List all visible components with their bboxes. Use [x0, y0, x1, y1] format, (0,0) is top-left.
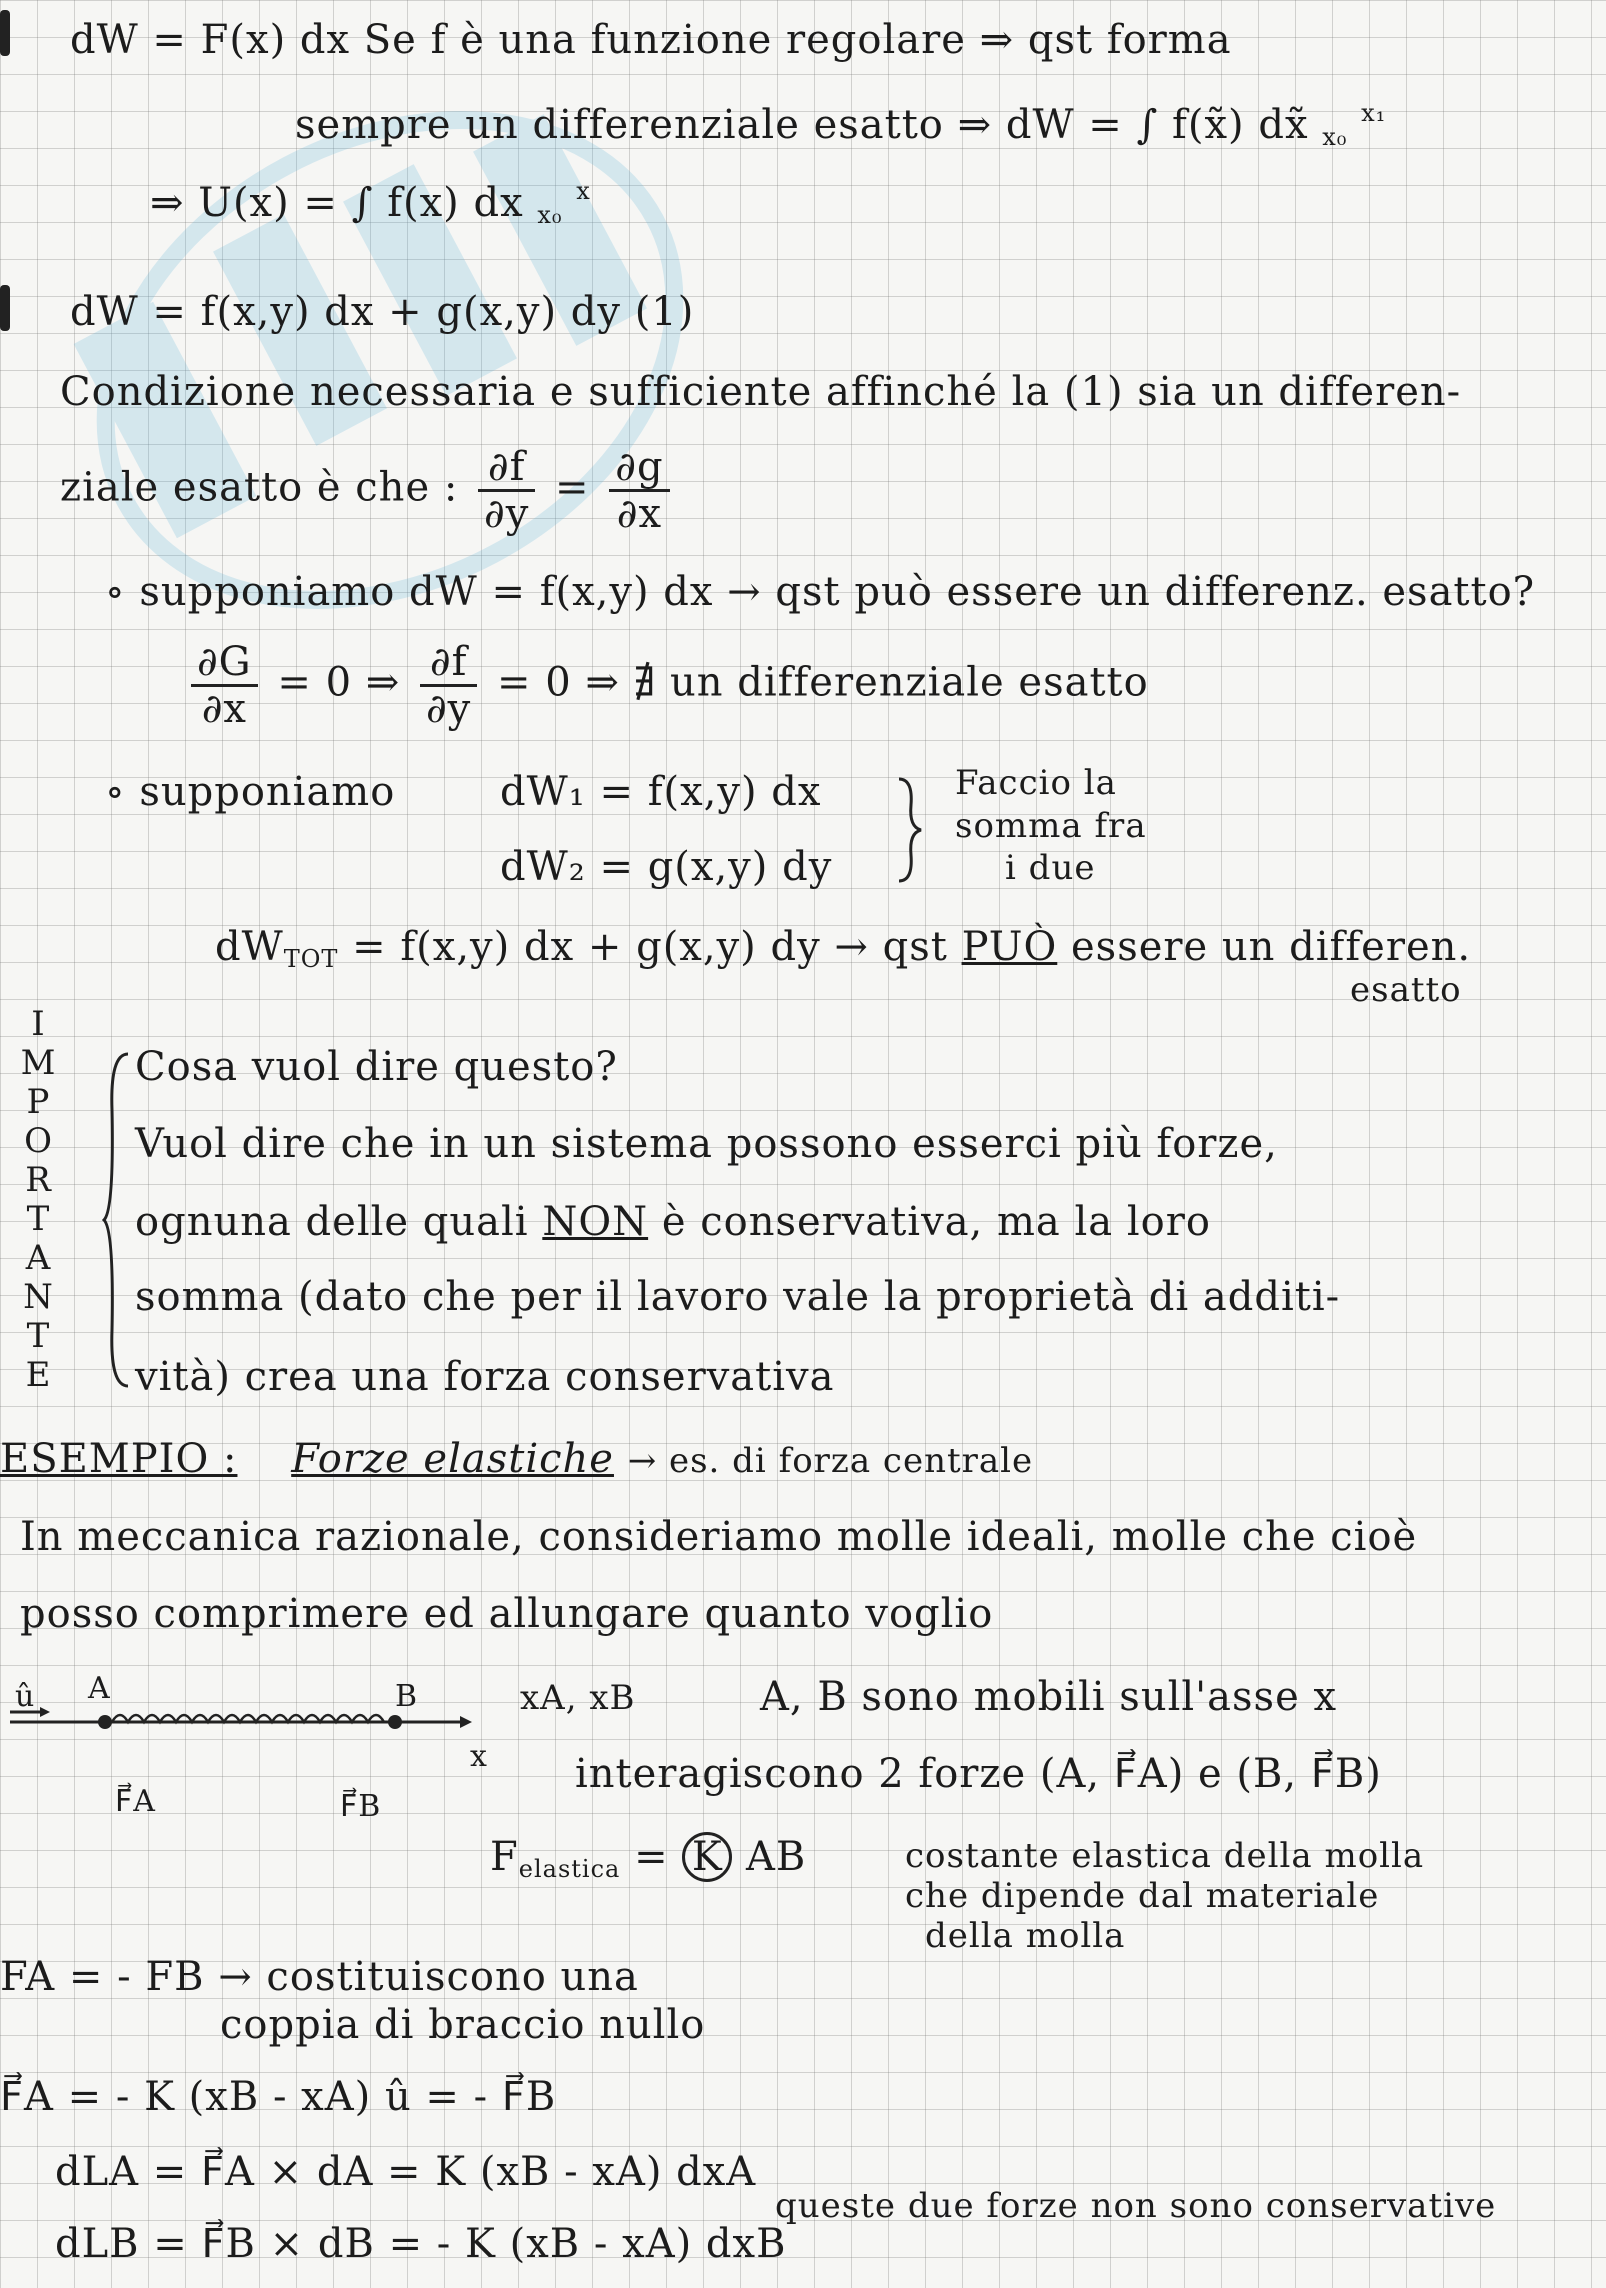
line-dw-fxy-gxy: dW = f(x,y) dx + g(x,y) dy (1) — [70, 289, 695, 335]
line-text: ⇒ U(x) = ∫ f(x) dx — [150, 179, 524, 226]
line-text: F — [490, 1834, 519, 1880]
line-text: essere un differen. — [1071, 924, 1472, 970]
line-text: ziale esatto è che : — [60, 464, 459, 511]
left-brace — [102, 1050, 132, 1390]
non-conservative-note: queste due forze non sono conservative — [775, 2186, 1497, 2226]
fraction-df-dy-2 — [420, 640, 477, 731]
important-letter: T — [26, 1199, 50, 1239]
example-title: Forze elastiche — [291, 1436, 614, 1482]
line-text: ognuna delle quali — [135, 1199, 529, 1245]
elastic-note-2: che dipende dal materiale — [905, 1876, 1380, 1916]
line-text: sempre un differenziale esatto ⇒ dW = ∫ f(x̃) dx̃ — [295, 101, 1309, 148]
equals-sign: = — [555, 464, 590, 511]
fraction-denominator: ∂x — [616, 491, 663, 537]
margin-tick — [0, 285, 10, 331]
fig-force-a: F⃗A — [115, 1784, 156, 1819]
line-text: = 0 ⇒ — [277, 659, 401, 706]
important-letter: E — [25, 1355, 51, 1395]
note-sum-2: somma fra — [955, 806, 1147, 846]
important-letter: R — [25, 1160, 51, 1200]
line-suppose-2: ∘ supponiamo — [105, 769, 396, 815]
fraction-numerator: ∂f — [420, 640, 477, 687]
important-line-2: Vuol dire che in un sistema possono esserci più forze, — [135, 1121, 1278, 1167]
line-text: AB — [746, 1834, 807, 1880]
important-line-4: somma (dato che per il lavoro vale la proprietà di additi- — [135, 1274, 1341, 1320]
fig-coordinates: xA, xB — [520, 1678, 636, 1718]
important-letter: O — [24, 1121, 52, 1161]
line-condition-fraction — [60, 445, 676, 536]
important-letter: N — [23, 1277, 53, 1317]
important-line-1: Cosa vuol dire questo? — [135, 1044, 618, 1090]
line-text: = 0 ⇒ ∄ un differenziale esatto — [497, 659, 1149, 706]
line-text: è conservativa, ma la loro — [661, 1199, 1211, 1245]
right-brace — [895, 775, 925, 885]
fig-text-2: interagiscono 2 forze (A, F⃗A) e (B, F⃗B) — [575, 1751, 1382, 1797]
important-vertical-label — [18, 1005, 58, 1395]
line-exact-differential — [295, 100, 1386, 150]
line-potential-u — [150, 178, 591, 228]
note-sum-1: Faccio la — [955, 763, 1117, 803]
line-suppose-1: ∘ supponiamo dW = f(x,y) dx → qst può essere un differenz. esatto? — [105, 569, 1536, 615]
example-note: → es. di forza centrale — [627, 1441, 1034, 1481]
line-text: dW — [215, 924, 284, 970]
example-line-1: In meccanica razionale, consideriamo molle ideali, molle che cioè — [20, 1514, 1418, 1560]
fraction-numerator: ∂g — [609, 445, 669, 492]
line-dw1: dW₁ = f(x,y) dx — [500, 769, 822, 815]
emphasis-can: PUÒ — [961, 924, 1058, 970]
work-b-formula: dLB = F⃗B × dB = - K (xB - xA) dxB — [55, 2221, 787, 2267]
fig-unit-vector: û — [15, 1679, 36, 1714]
integral-upper-limit: x — [576, 177, 591, 205]
fig-force-b: F⃗B — [340, 1789, 382, 1824]
important-letter: P — [26, 1082, 50, 1122]
line-partial-zero — [185, 640, 1149, 731]
line-dw-fx: dW = F(x) dx Se f è una funzione regolare ⇒ qst forma — [70, 17, 1232, 63]
fraction-numerator: ∂f — [478, 445, 535, 492]
elastic-note-3: della molla — [925, 1916, 1126, 1956]
fraction-denominator: ∂y — [484, 491, 530, 537]
circled-k: K — [682, 1832, 732, 1882]
fraction-denominator: ∂x — [201, 686, 247, 732]
subscript-elastica: elastica — [518, 1855, 621, 1884]
fig-text-1: A, B sono mobili sull'asse x — [760, 1674, 1338, 1720]
margin-tick — [0, 10, 10, 56]
important-letter: T — [26, 1316, 50, 1356]
couple-line-2: coppia di braccio nullo — [220, 2002, 706, 2048]
equals-sign: = — [634, 1834, 669, 1880]
important-letter: I — [31, 1004, 45, 1044]
fraction-denominator: ∂y — [426, 686, 472, 732]
important-line-5: vità) crea una forza conservativa — [135, 1354, 835, 1400]
fig-point-b: B — [395, 1679, 419, 1714]
fig-point-a: A — [88, 1671, 111, 1706]
integral-lower-limit: x₀ — [1322, 122, 1348, 151]
line-dw2: dW₂ = g(x,y) dy — [500, 844, 833, 890]
integral-lower-limit: x₀ — [537, 200, 563, 229]
elastic-force — [490, 1832, 806, 1883]
subscript-tot: TOT — [283, 945, 339, 974]
line-exact-word: esatto — [1350, 970, 1462, 1010]
elastic-note-1: costante elastica della molla — [905, 1836, 1425, 1876]
fraction-df-dy — [478, 445, 535, 536]
line-dw-tot — [215, 925, 1471, 973]
force-a-formula: F⃗A = - K (xB - xA) û = - F⃗B — [0, 2074, 557, 2120]
example-label: ESEMPIO : — [0, 1436, 238, 1482]
important-line-3 — [135, 1200, 1211, 1244]
line-condition: Condizione necessaria e sufficiente affinché la (1) sia un differen- — [60, 369, 1462, 415]
important-letter: M — [20, 1043, 56, 1083]
line-text: = f(x,y) dx + g(x,y) dy → qst — [352, 924, 948, 970]
emphasis-not: NON — [542, 1199, 649, 1245]
integral-upper-limit: x₁ — [1361, 99, 1387, 127]
important-letter: A — [25, 1238, 51, 1278]
fraction-dG-dx — [191, 640, 258, 731]
example-line-2: posso comprimere ed allungare quanto voglio — [20, 1591, 994, 1637]
work-a-formula: dLA = F⃗A × dA = K (xB - xA) dxA — [55, 2149, 757, 2195]
couple-line-1: FA = - FB → costituiscono una — [0, 1954, 639, 2000]
note-sum-3: i due — [1005, 848, 1096, 888]
example-heading — [0, 1437, 1033, 1481]
fraction-numerator: ∂G — [191, 640, 258, 687]
fraction-dg-dx — [609, 445, 669, 536]
fig-axis-x: x — [470, 1739, 488, 1774]
